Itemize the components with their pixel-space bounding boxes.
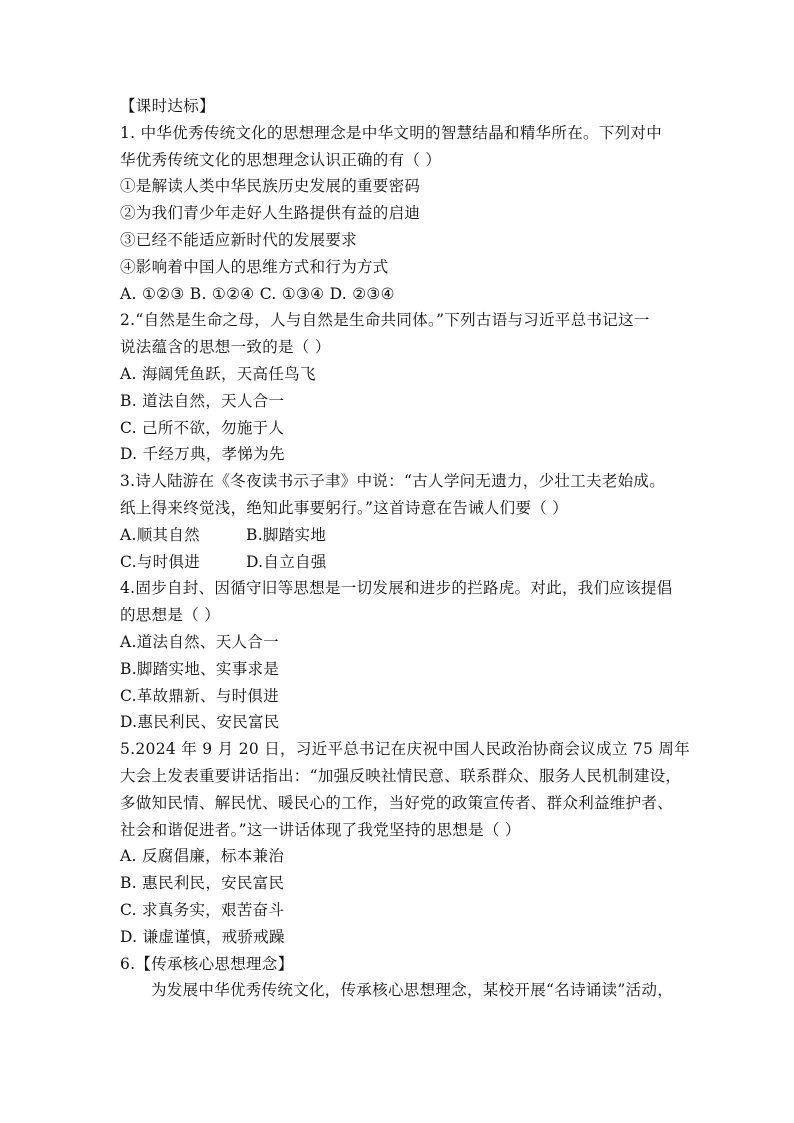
question-5-option-a: A. 反腐倡廉，标本兼治 <box>120 847 285 866</box>
question-3-option-c: C.与时俱进 <box>120 552 201 571</box>
section-title: 【课时达标】 <box>120 97 215 115</box>
question-1-stem-line-1: 1. 中华优秀传统文化的思想理念是中华文明的智慧结晶和精华所在。下列对中 <box>120 123 663 142</box>
question-5-stem-line-3: 多做知民情、解民忧、暖民心的工作，当好党的政策宣传者、群众利益维护者、 <box>120 793 674 812</box>
question-1-stem-line-2: 华优秀传统文化的思想理念认识正确的有（ ） <box>120 150 442 169</box>
question-1-statement-3: ③已经不能适应新时代的发展要求 <box>120 230 358 249</box>
question-2-option-c: C. 己所不欲，勿施于人 <box>120 418 285 437</box>
question-6 <box>120 951 680 1005</box>
question-3-options-row-1 <box>120 522 680 549</box>
question-2 <box>120 307 680 468</box>
question-5-stem-line-4: 社会和谐促进者。”这一讲话体现了我党坚持的思想是（ ） <box>120 820 521 839</box>
question-4-option-b: B.脚踏实地、实事求是 <box>120 659 280 678</box>
question-3-options-row-2 <box>120 549 680 576</box>
question-1-options: A. ①②③ B. ①②④ C. ①③④ D. ②③④ <box>120 284 395 303</box>
question-4 <box>120 575 680 736</box>
exam-page <box>120 93 691 1004</box>
question-3 <box>120 468 680 575</box>
question-3-stem-line-1: 3.诗人陆游在《冬夜读书示子聿》中说：“古人学问无遗力，少壮工夫老始成。 <box>120 472 666 491</box>
question-1 <box>120 120 680 308</box>
question-4-option-d: D.惠民利民、安民富民 <box>120 713 280 732</box>
question-5-option-b: B. 惠民利民，安民富民 <box>120 874 285 893</box>
question-1-statement-1: ①是解读人类中华民族历史发展的重要密码 <box>120 177 421 196</box>
question-2-option-b: B. 道法自然，天人合一 <box>120 391 285 410</box>
question-3-option-b: B.脚踏实地 <box>246 525 327 544</box>
question-3-option-a: A.顺其自然 <box>120 525 200 544</box>
question-4-stem-line-1: 4.固步自封、因循守旧等思想是一切发展和进步的拦路虎。对此，我们应该提倡 <box>120 579 673 598</box>
question-5-stem-line-2: 大会上发表重要讲话指出：“加强反映社情民意、联系群众、服务人民机制建设， <box>120 766 682 785</box>
question-5-stem-line-1: 5.2024 年 9 月 20 日，习近平总书记在庆祝中国人民政治协商会议成立 75 周年 <box>120 740 691 759</box>
question-5 <box>120 736 691 950</box>
question-5-option-d: D. 谦虚谨慎，戒骄戒躁 <box>120 927 285 946</box>
question-1-statement-2: ②为我们青少年走好人生路提供有益的启迪 <box>120 204 421 223</box>
question-4-option-c: C.革故鼎新、与时俱进 <box>120 686 280 705</box>
question-5-option-c: C. 求真务实，艰苦奋斗 <box>120 900 285 919</box>
question-6-heading: 6.【传承核心思想理念】 <box>120 954 294 973</box>
question-2-stem-line-1: 2.“自然是生命之母，人与自然是生命共同体。”下列古语与习近平总书记这一 <box>120 311 650 330</box>
question-3-stem-line-2: 纸上得来终觉浅，绝知此事要躬行。”这首诗意在告诫人们要（ ） <box>120 498 569 517</box>
question-2-option-d: D. 千经万典，孝悌为先 <box>120 445 285 464</box>
question-4-option-a: A.道法自然、天人合一 <box>120 632 279 651</box>
question-3-option-d: D.自立自强 <box>246 552 327 571</box>
question-2-option-a: A. 海阔凭鱼跃，天高任鸟飞 <box>120 364 316 383</box>
question-1-statement-4: ④影响着中国人的思维方式和行为方式 <box>120 257 389 276</box>
question-2-stem-line-2: 说法蕴含的思想一致的是（ ） <box>120 338 331 357</box>
question-6-paragraph: 为发展中华优秀传统文化，传承核心思想理念，某校开展“名诗诵读”活动， <box>151 981 674 1000</box>
question-4-stem-line-2: 的思想是（ ） <box>120 606 221 625</box>
